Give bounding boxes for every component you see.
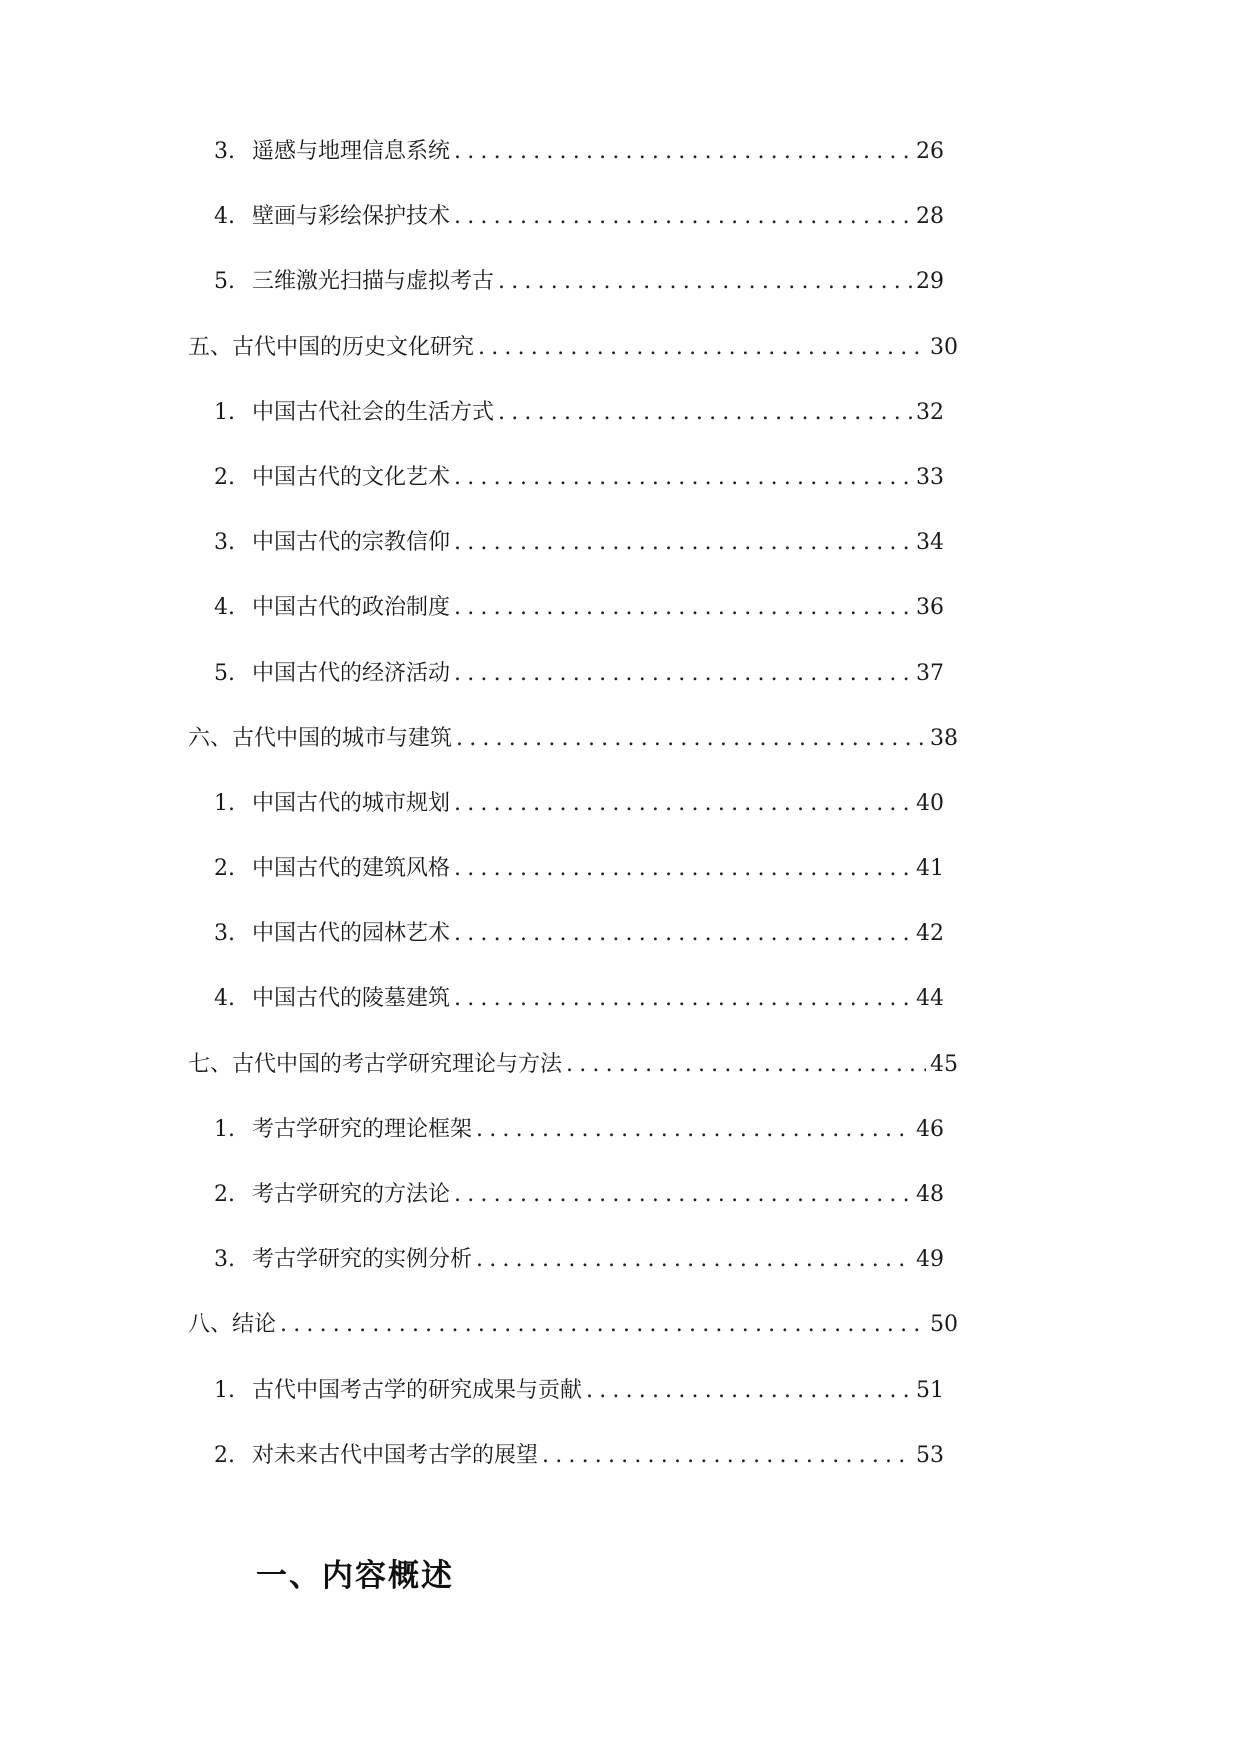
toc-entry-title: 中国古代的经济活动 xyxy=(252,660,451,686)
toc-entry-number: 5. xyxy=(214,269,235,295)
toc-entry-number: 3. xyxy=(214,530,235,556)
toc-page-number: 48 xyxy=(916,1182,944,1207)
toc-subsection-entry[interactable] xyxy=(0,134,1241,199)
toc-page-number: 36 xyxy=(916,595,944,621)
toc-dot-leader xyxy=(454,786,912,822)
toc-subsection-entry[interactable] xyxy=(0,786,1241,851)
toc-subsection-entry[interactable] xyxy=(0,199,1241,264)
toc-entry-title: 八、结论 xyxy=(188,1312,277,1338)
toc-dot-leader xyxy=(454,656,912,692)
toc-page-number: 44 xyxy=(916,986,944,1012)
toc-subsection-entry[interactable] xyxy=(0,656,1241,721)
toc-chapter-entry[interactable] xyxy=(0,721,1241,786)
toc-dot-leader xyxy=(280,1307,926,1343)
toc-page-number: 29 xyxy=(916,269,944,295)
toc-entry-number: 3. xyxy=(214,1247,235,1273)
toc-dot-leader xyxy=(454,981,912,1017)
toc-subsection-entry[interactable] xyxy=(0,395,1241,460)
toc-subsection-entry[interactable] xyxy=(0,1242,1241,1307)
toc-dot-leader xyxy=(454,134,912,170)
toc-entry-number: 2. xyxy=(214,464,235,490)
toc-entry-title: 对未来古代中国考古学的展望 xyxy=(252,1442,539,1468)
toc-subsection-entry[interactable] xyxy=(0,1177,1241,1242)
toc-page-number: 50 xyxy=(930,1312,958,1338)
toc-entry-number: 3. xyxy=(214,139,235,164)
toc-page-number: 42 xyxy=(916,921,944,947)
toc-dot-leader xyxy=(454,460,912,496)
toc-entry-number: 2. xyxy=(214,1182,235,1207)
toc-entry-number: 4. xyxy=(214,204,235,230)
toc-entry-number: 1. xyxy=(214,790,235,816)
toc-entry-number: 1. xyxy=(214,1377,235,1403)
toc-page-number: 46 xyxy=(916,1116,944,1142)
toc-entry-title: 七、古代中国的考古学研究理论与方法 xyxy=(188,1051,563,1077)
toc-entry-number: 2. xyxy=(214,856,235,882)
toc-page-number: 53 xyxy=(916,1442,944,1468)
toc-entry-title: 中国古代的政治制度 xyxy=(252,595,451,621)
toc-dot-leader xyxy=(454,1177,912,1213)
table-of-contents xyxy=(0,134,1241,1503)
toc-entry-number: 3. xyxy=(214,921,235,947)
toc-subsection-entry[interactable] xyxy=(0,1438,1241,1503)
toc-subsection-entry[interactable] xyxy=(0,525,1241,590)
toc-subsection-entry[interactable] xyxy=(0,1373,1241,1438)
toc-entry-number: 2. xyxy=(214,1442,235,1468)
toc-entry-number: 4. xyxy=(214,986,235,1012)
toc-dot-leader xyxy=(454,916,912,952)
toc-subsection-entry[interactable] xyxy=(0,264,1241,329)
toc-entry-title: 中国古代的宗教信仰 xyxy=(252,530,451,556)
toc-page-number: 51 xyxy=(916,1377,944,1403)
section-heading: 一、内容概述 xyxy=(256,1558,454,1594)
toc-entry-title: 中国古代的陵墓建筑 xyxy=(252,986,451,1012)
toc-dot-leader xyxy=(586,1373,912,1409)
toc-entry-number: 1. xyxy=(214,1116,235,1142)
toc-page-number: 37 xyxy=(916,660,944,686)
toc-dot-leader xyxy=(456,721,926,757)
toc-entry-title: 中国古代的文化艺术 xyxy=(252,464,451,490)
toc-page-number: 26 xyxy=(916,139,944,164)
toc-entry-title: 中国古代的城市规划 xyxy=(252,790,451,816)
toc-dot-leader xyxy=(498,395,912,431)
toc-entry-title: 遥感与地理信息系统 xyxy=(252,139,451,164)
toc-dot-leader xyxy=(454,590,912,626)
toc-dot-leader xyxy=(454,851,912,887)
toc-chapter-entry[interactable] xyxy=(0,1307,1241,1372)
toc-dot-leader xyxy=(476,1112,912,1148)
toc-page-number: 38 xyxy=(930,725,958,751)
toc-subsection-entry[interactable] xyxy=(0,916,1241,981)
toc-entry-title: 中国古代的园林艺术 xyxy=(252,921,451,947)
toc-entry-title: 壁画与彩绘保护技术 xyxy=(252,204,451,230)
toc-entry-title: 考古学研究的理论框架 xyxy=(252,1116,473,1142)
toc-entry-number: 4. xyxy=(214,595,235,621)
toc-entry-title: 考古学研究的实例分析 xyxy=(252,1247,473,1273)
toc-page-number: 32 xyxy=(916,399,944,425)
toc-entry-title: 古代中国考古学的研究成果与贡献 xyxy=(252,1377,583,1403)
toc-chapter-entry[interactable] xyxy=(0,330,1241,395)
toc-subsection-entry[interactable] xyxy=(0,590,1241,655)
toc-entry-title: 中国古代社会的生活方式 xyxy=(252,399,495,425)
toc-dot-leader xyxy=(542,1438,912,1474)
toc-page-number: 34 xyxy=(916,530,944,556)
toc-subsection-entry[interactable] xyxy=(0,460,1241,525)
toc-page-number: 49 xyxy=(916,1247,944,1273)
toc-entry-title: 三维激光扫描与虚拟考古 xyxy=(252,269,495,295)
toc-subsection-entry[interactable] xyxy=(0,981,1241,1046)
toc-entry-number: 5. xyxy=(214,660,235,686)
toc-entry-title: 六、古代中国的城市与建筑 xyxy=(188,725,453,751)
toc-dot-leader xyxy=(478,330,926,366)
toc-dot-leader xyxy=(476,1242,912,1278)
toc-page-number: 28 xyxy=(916,204,944,230)
toc-page-number: 40 xyxy=(916,790,944,816)
toc-entry-number: 1. xyxy=(214,399,235,425)
toc-entry-title: 考古学研究的方法论 xyxy=(252,1182,451,1207)
toc-subsection-entry[interactable] xyxy=(0,851,1241,916)
toc-page-number: 30 xyxy=(930,334,958,360)
toc-dot-leader xyxy=(566,1047,926,1083)
toc-page-number: 41 xyxy=(916,856,944,882)
toc-chapter-entry[interactable] xyxy=(0,1047,1241,1112)
toc-dot-leader xyxy=(454,525,912,561)
toc-entry-title: 五、古代中国的历史文化研究 xyxy=(188,334,475,360)
toc-page-number: 33 xyxy=(916,464,944,490)
toc-page-number: 45 xyxy=(930,1051,958,1077)
toc-dot-leader xyxy=(454,199,912,235)
toc-entry-title: 中国古代的建筑风格 xyxy=(252,856,451,882)
toc-dot-leader xyxy=(498,264,912,300)
toc-subsection-entry[interactable] xyxy=(0,1112,1241,1177)
